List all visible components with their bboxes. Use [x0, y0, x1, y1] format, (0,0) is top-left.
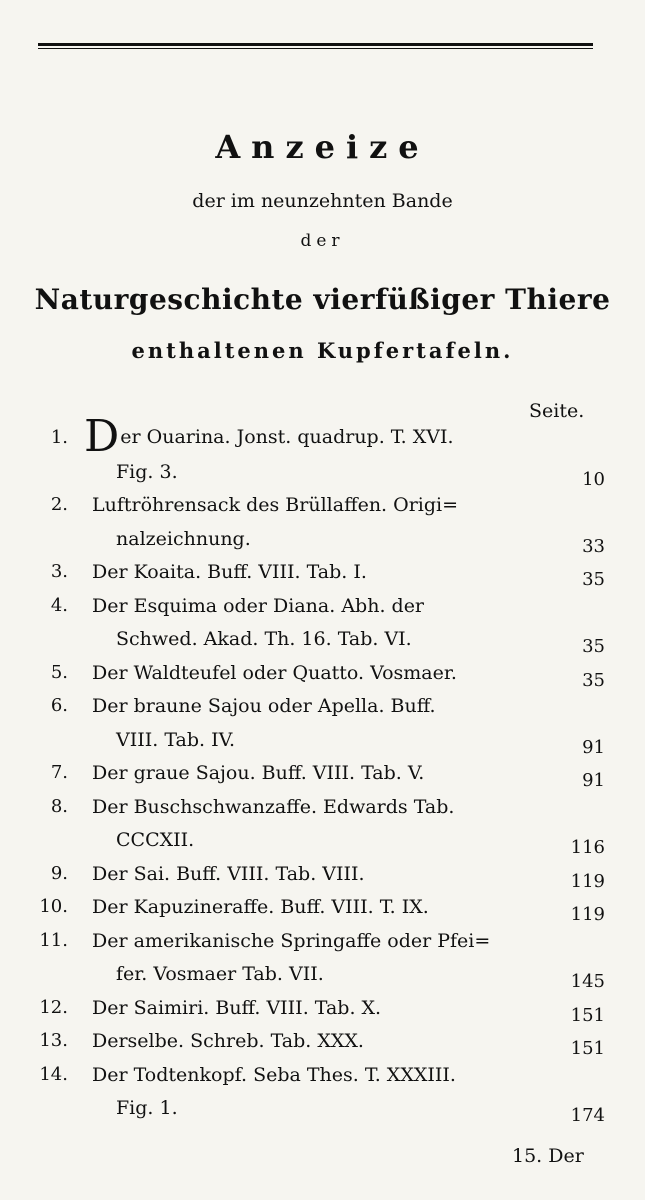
entry-page-number: 91 [582, 770, 605, 791]
entry-page-number: 145 [570, 971, 605, 992]
entry-text-line: Luftröhrensack des Brüllaffen. Origi= [92, 494, 459, 516]
entry-text-line: Der amerikanische Springaffe oder Pfei= [92, 929, 491, 952]
subtitle-line-1: der im neunzehnten Bande [192, 190, 453, 212]
entry-text-line: Schwed. Akad. Th. 16. Tab. VI. [116, 628, 412, 650]
entry-number: 4. [50, 594, 68, 616]
subtitle-line-3: Naturgeschichte vierfüßiger Thiere [34, 283, 611, 316]
entry-text-line: Der Buschschwanzaffe. Edwards Tab. [92, 795, 455, 818]
entry-page-number: 119 [570, 904, 605, 925]
entry-text-line: Der Sai. Buff. VIII. Tab. VIII. [92, 862, 365, 885]
catchword: 15. Der [512, 1145, 584, 1167]
entry-text-line: Fig. 3. [116, 460, 178, 483]
entry-text-line: Der Waldteufel oder Quatto. Vosmaer. [92, 661, 457, 684]
entry-page-number: 33 [582, 535, 605, 557]
entry-number: 13. [39, 1030, 68, 1051]
entry-text-line: CCCXII. [116, 829, 195, 851]
entry-text-line: Der Kapuzineraffe. Buff. VIII. T. IX. [92, 896, 429, 918]
entry-number: 1. [50, 427, 68, 448]
entry-page-number: 174 [570, 1105, 605, 1126]
entry-page-number: 10 [582, 468, 605, 490]
entry-text-line: nalzeichnung. [116, 527, 251, 550]
entry-page-number: 116 [570, 837, 605, 858]
entry-text-line [84, 411, 454, 462]
subtitle-line-4: enthaltenen Kupfertafeln. [131, 338, 514, 363]
entry-text-line: VIII. Tab. IV. [116, 728, 236, 751]
entry-text-line: Der Koaita. Buff. VIII. Tab. I. [92, 561, 367, 583]
entry-number: 3. [50, 561, 68, 582]
entry-text-line: Der graue Sajou. Buff. VIII. Tab. V. [92, 762, 425, 784]
entry-number: 10. [39, 896, 68, 917]
header-rule [38, 43, 593, 49]
entry-number: 6. [50, 695, 68, 716]
entry-text: er Ouarina. Jonst. quadrup. T. XVI. [120, 426, 454, 448]
entry-page-number: 119 [570, 870, 605, 892]
entry-number: 12. [39, 996, 68, 1018]
entry-number: 8. [50, 795, 68, 817]
entry-number: 14. [39, 1063, 68, 1085]
entry-text-line: Der Esquima oder Diana. Abh. der [92, 594, 425, 617]
page-column-label: Seite. [529, 400, 585, 422]
entry-text-line: Der braune Sajou oder Apella. Buff. [92, 695, 436, 717]
entry-number: 7. [50, 762, 68, 783]
entry-text-line: Derselbe. Schreb. Tab. XXX. [92, 1030, 364, 1052]
entry-page-number: 151 [570, 1004, 605, 1026]
entry-page-number: 35 [582, 636, 605, 657]
entry-page-number: 151 [570, 1038, 605, 1059]
entry-text-line: fer. Vosmaer Tab. VII. [116, 963, 324, 985]
drop-capital: D [84, 411, 120, 462]
entry-page-number: 35 [582, 669, 605, 691]
entry-page-number: 91 [582, 736, 605, 758]
entry-number: 5. [50, 661, 68, 683]
entry-text-line: Der Saimiri. Buff. VIII. Tab. X. [92, 996, 382, 1019]
entry-page-number: 35 [582, 569, 605, 590]
entry-text-line: Fig. 1. [116, 1097, 178, 1119]
entry-number: 2. [50, 494, 68, 515]
page-title: Anzeize [215, 128, 430, 166]
subtitle-line-2: der [300, 231, 345, 251]
entry-text-line: Der Todtenkopf. Seba Thes. T. XXXIII. [92, 1063, 456, 1086]
entry-number: 9. [50, 862, 68, 884]
entry-number: 11. [39, 929, 68, 951]
